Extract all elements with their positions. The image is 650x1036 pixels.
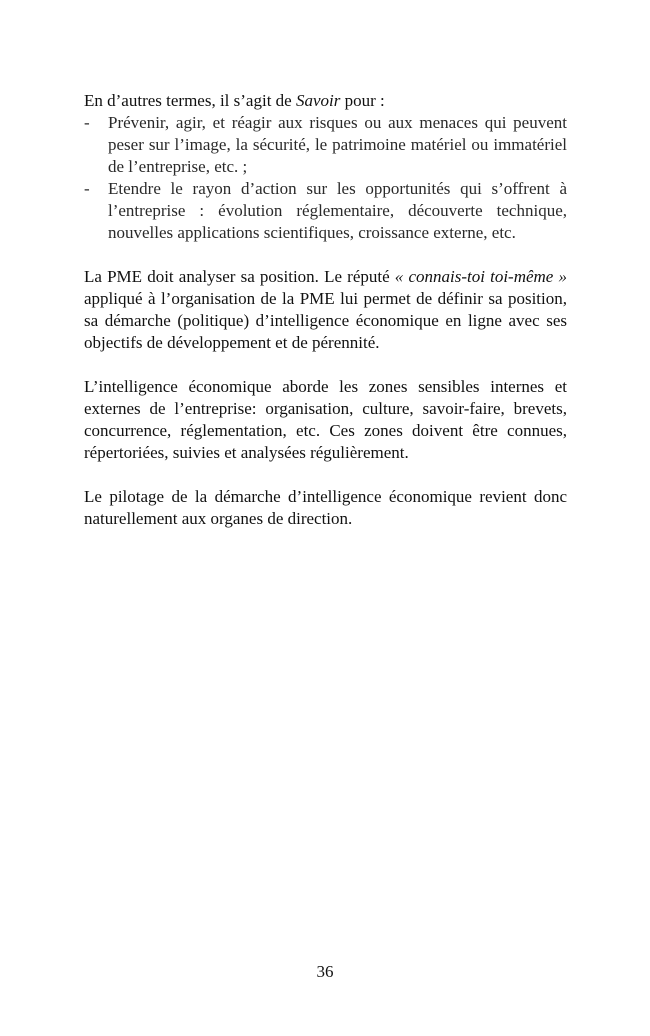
list-item-text: Etendre le rayon d’action sur les opportunités qui s’offrent à l’entreprise : évolution réglementaire, découverte technique, nouvelles applications scientifiques, croissance externe, etc.: [108, 179, 567, 242]
intro-text-before: En d’autres termes, il s’agit de: [84, 91, 296, 110]
para2-text-after: appliqué à l’organisation de la PME lui permet de définir sa position, sa démarche (politique) d’intelligence économique en ligne avec ses objectifs de développement et de pérennité.: [84, 289, 567, 352]
page-number: 36: [316, 962, 334, 981]
bullet-list: [84, 112, 567, 244]
paragraph-spacer: [84, 464, 567, 486]
list-item-text: Prévenir, agir, et réagir aux risques ou aux menaces qui peuvent peser sur l’image, la sécurité, le patrimoine matériel ou immatériel de l’entreprise, etc. ;: [108, 113, 567, 176]
intro-line: [84, 90, 567, 112]
paragraph-steering: Le pilotage de la démarche d’intelligence économique revient donc naturellement aux organes de direction.: [84, 487, 567, 528]
bullet-marker: -: [84, 113, 90, 132]
page-body: [84, 90, 567, 530]
intro-text-after: pour :: [340, 91, 385, 110]
para2-text-before: La PME doit analyser sa position. Le réputé: [84, 267, 395, 286]
para2-emphasis: « connais-toi toi-même »: [394, 267, 567, 286]
intro-emphasis: Savoir: [295, 91, 341, 110]
paragraph-pme-position: [84, 266, 567, 354]
list-item: [84, 178, 567, 244]
bullet-marker: -: [84, 179, 90, 198]
list-item: [84, 112, 567, 178]
paragraph-spacer: [84, 244, 567, 266]
paragraph-sensitive-zones: L’intelligence économique aborde les zones sensibles internes et externes de l’entreprise: organisation, culture, savoir-faire, brevets, concurrence, réglementation, etc. Ces zones doivent être connues, répertoriées, suivies et analysées régulièrement.: [84, 377, 567, 462]
paragraph-spacer: [84, 354, 567, 376]
